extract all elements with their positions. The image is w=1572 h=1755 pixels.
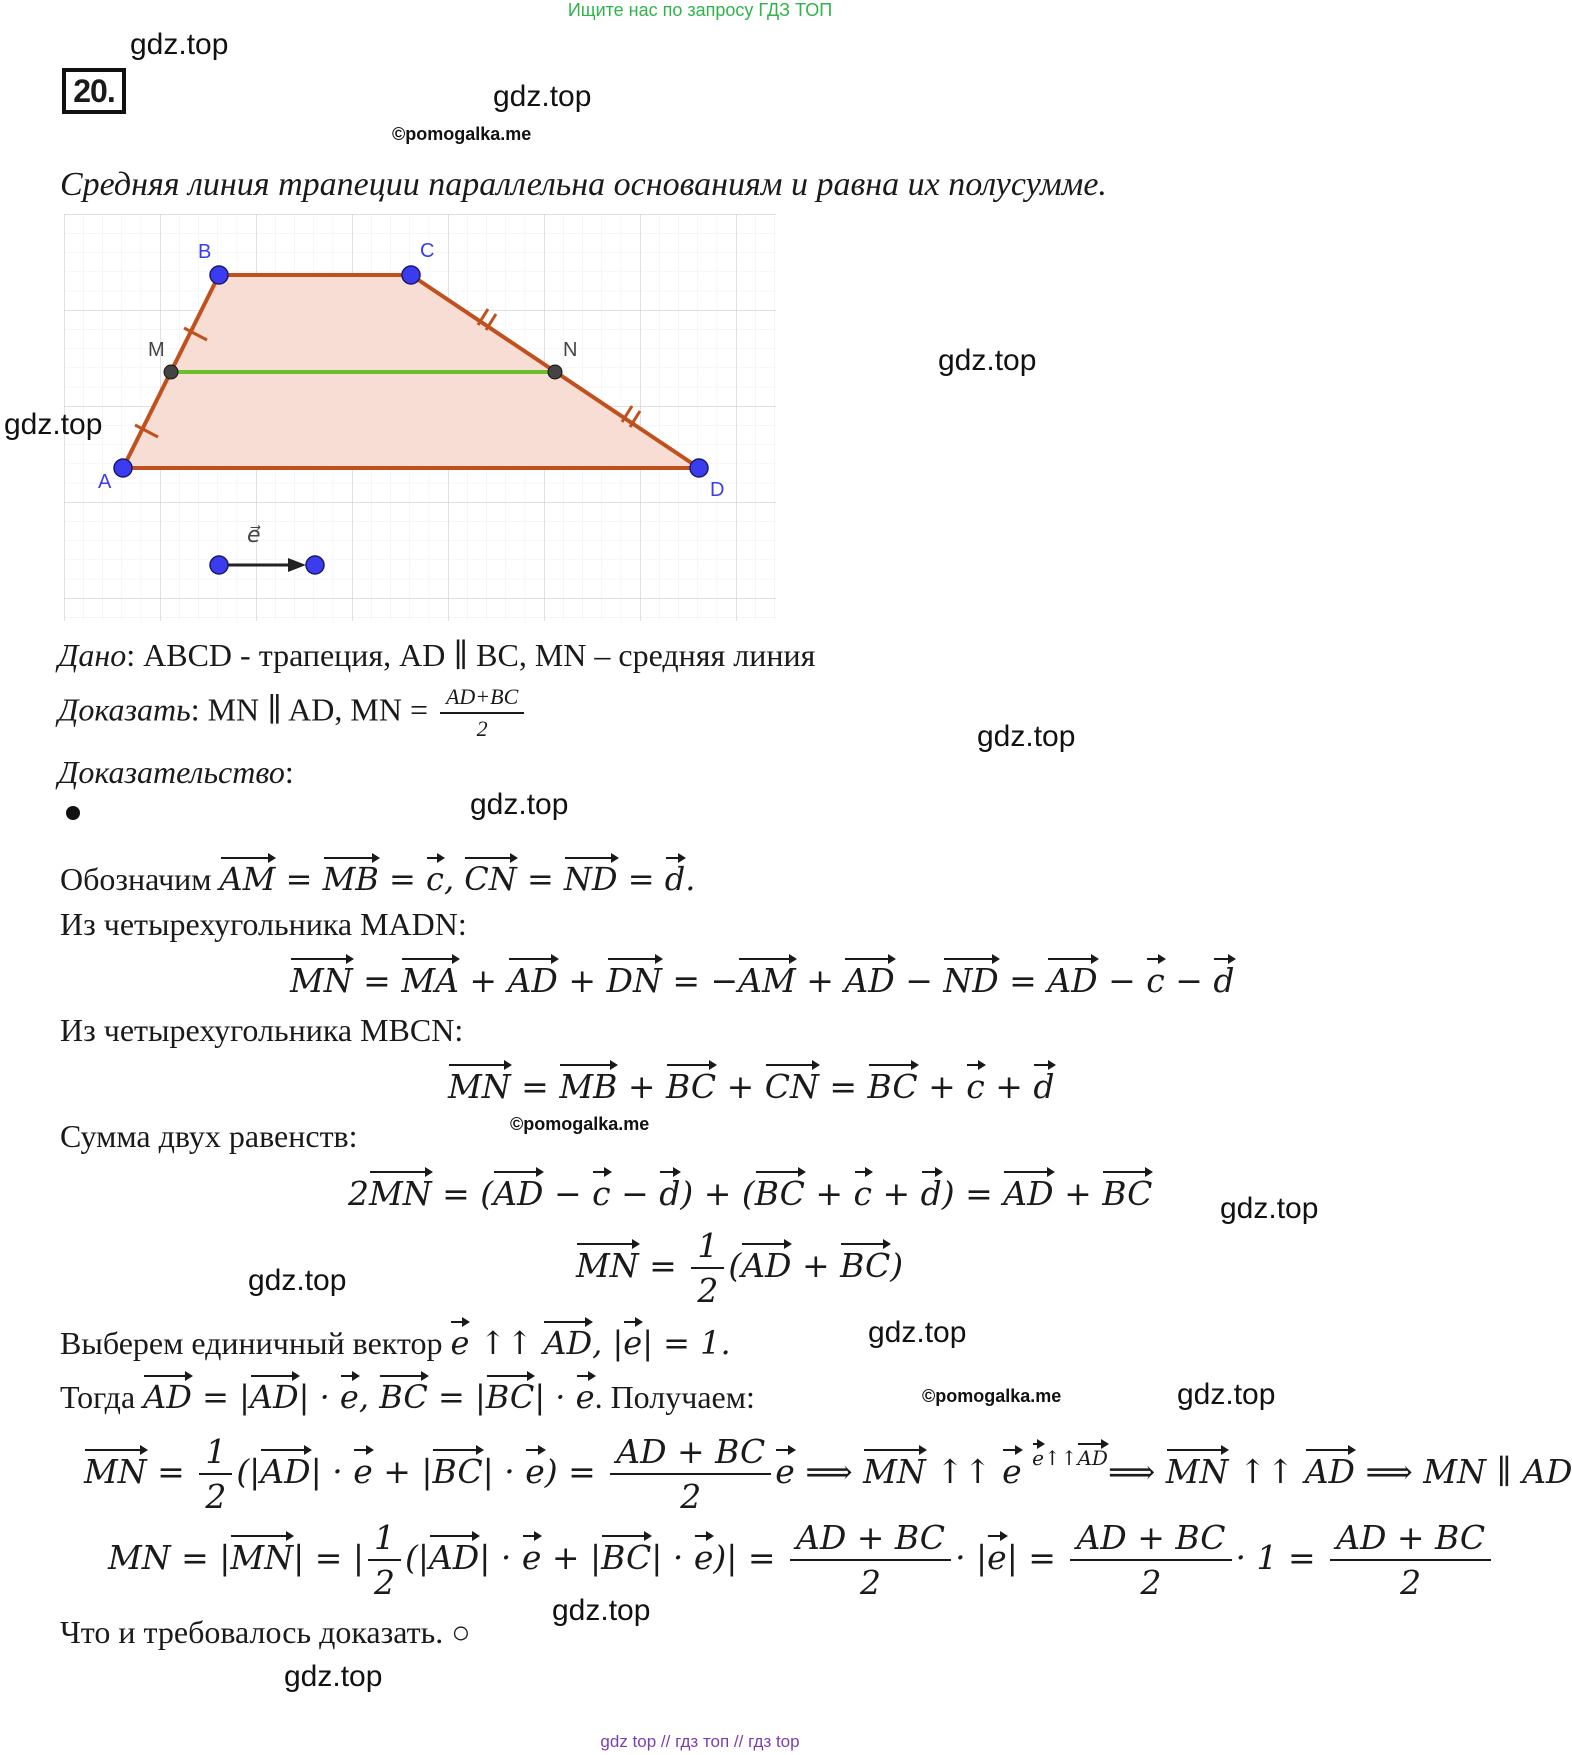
- watermark: gdz.top: [493, 80, 592, 113]
- get-text: . Получаем:: [594, 1379, 755, 1415]
- equation-sum: 2MN = (AD − c − d) + (BC + c + d) = AD + BC: [348, 1168, 1152, 1213]
- footer-links[interactable]: gdz top // гдз топ // гдз top: [600, 1732, 800, 1751]
- watermark: gdz.top: [1220, 1192, 1319, 1225]
- proof-colon: :: [284, 754, 294, 790]
- watermark: gdz.top: [4, 408, 103, 441]
- watermark: gdz.top: [470, 788, 569, 821]
- task-number: 20.: [62, 68, 126, 114]
- unit-vector-end: [306, 556, 324, 574]
- watermark: gdz.top: [248, 1264, 347, 1297]
- then-line: Тогда AD = |AD| · e, BC = |BC| · e. Получаем:: [60, 1372, 755, 1416]
- given-body: : ABCD - трапеция, AD ∥ BC, MN – средняя линия: [126, 637, 816, 673]
- copyright: ©pomogalka.me: [510, 1114, 650, 1134]
- denote-text: Обозначим: [60, 861, 212, 897]
- choose-line: Выберем единичный вектор e ↑↑ AD, |e| = 1.: [60, 1318, 731, 1362]
- prove-frac-num: AD+BC: [440, 684, 524, 714]
- equation-mbcn: MN = MB + BC + CN = BC + c + d: [448, 1061, 1055, 1106]
- proof-heading: [58, 754, 294, 791]
- equation-half: MN = $\frac{1}{2}$ (AD + BC): [576, 1226, 904, 1310]
- unit-vector-start: [210, 556, 228, 574]
- then-text: Тогда: [60, 1379, 136, 1415]
- prove-label: Доказать: [58, 691, 191, 728]
- choose-text: Выберем единичный вектор: [60, 1325, 443, 1361]
- watermark: gdz.top: [868, 1316, 967, 1349]
- conclusion: Что и требовалось доказать. ○: [60, 1614, 471, 1650]
- point-a: [114, 459, 132, 477]
- given-line: [58, 636, 815, 674]
- prove-fraction: [440, 684, 524, 742]
- label-n: N: [563, 339, 578, 361]
- proof-label: Доказательство: [58, 754, 285, 790]
- prove-frac-den: 2: [476, 716, 488, 741]
- label-a: A: [98, 471, 112, 493]
- label-c: C: [420, 240, 435, 262]
- from-madn: Из четырехугольника MADN:: [60, 906, 467, 942]
- sum-text: Сумма двух равенств:: [60, 1118, 358, 1154]
- given-label: Дано: [58, 637, 127, 673]
- prove-body: : MN ∥ AD, MN =: [190, 691, 436, 728]
- point-b: [210, 266, 228, 284]
- prove-line: [58, 684, 528, 742]
- copyright: ©pomogalka.me: [922, 1386, 1062, 1406]
- search-hint: Ищите нас по запросу ГДЗ ТОП: [567, 0, 833, 20]
- trapezoid-figure: [60, 210, 780, 625]
- watermark: gdz.top: [284, 1660, 383, 1693]
- bullet-icon: [66, 806, 80, 820]
- equation-madn: MN = MA + AD + DN = −AM + AD − ND = AD − c − d: [290, 955, 1235, 1000]
- watermark: gdz.top: [552, 1594, 651, 1627]
- watermark: gdz.top: [938, 344, 1037, 377]
- point-c: [402, 266, 420, 284]
- denote-line: Обозначим AM = MB = c, CN = ND = d.: [60, 854, 695, 898]
- point-m: [164, 365, 178, 379]
- label-d: D: [710, 479, 725, 501]
- watermark: gdz.top: [977, 720, 1076, 753]
- equation-direction: MN = $\frac{1}{2}$ (|AD| · e + |BC| · e) = $\frac{AD + BC}{2}$ e ⟹ MN ↑↑ e $^{e↑↑AD}$⟹ MN ↑↑ AD ⟹ MN ∥ AD: [84, 1432, 1572, 1516]
- label-m: M: [148, 339, 165, 361]
- theorem-statement: Средняя линия трапеции параллельна основаниям и равна их полусумме.: [60, 166, 1107, 203]
- label-b: B: [198, 241, 212, 263]
- point-n: [548, 365, 562, 379]
- watermark: gdz.top: [1177, 1378, 1276, 1411]
- from-mbcn: Из четырехугольника MBCN:: [60, 1012, 464, 1048]
- point-d: [690, 459, 708, 477]
- equation-length: MN = |MN| = | $\frac{1}{2}$ (|AD| · e + |BC| · e)| = $\frac{AD + BC}{2}$ · |e| = $\frac{AD + BC}{2}$ · 1 = $\frac{AD + BC}{2}$: [108, 1518, 1495, 1602]
- watermark: gdz.top: [130, 28, 229, 61]
- copyright: ©pomogalka.me: [392, 124, 532, 144]
- label-vector-e: e⃗: [247, 522, 261, 547]
